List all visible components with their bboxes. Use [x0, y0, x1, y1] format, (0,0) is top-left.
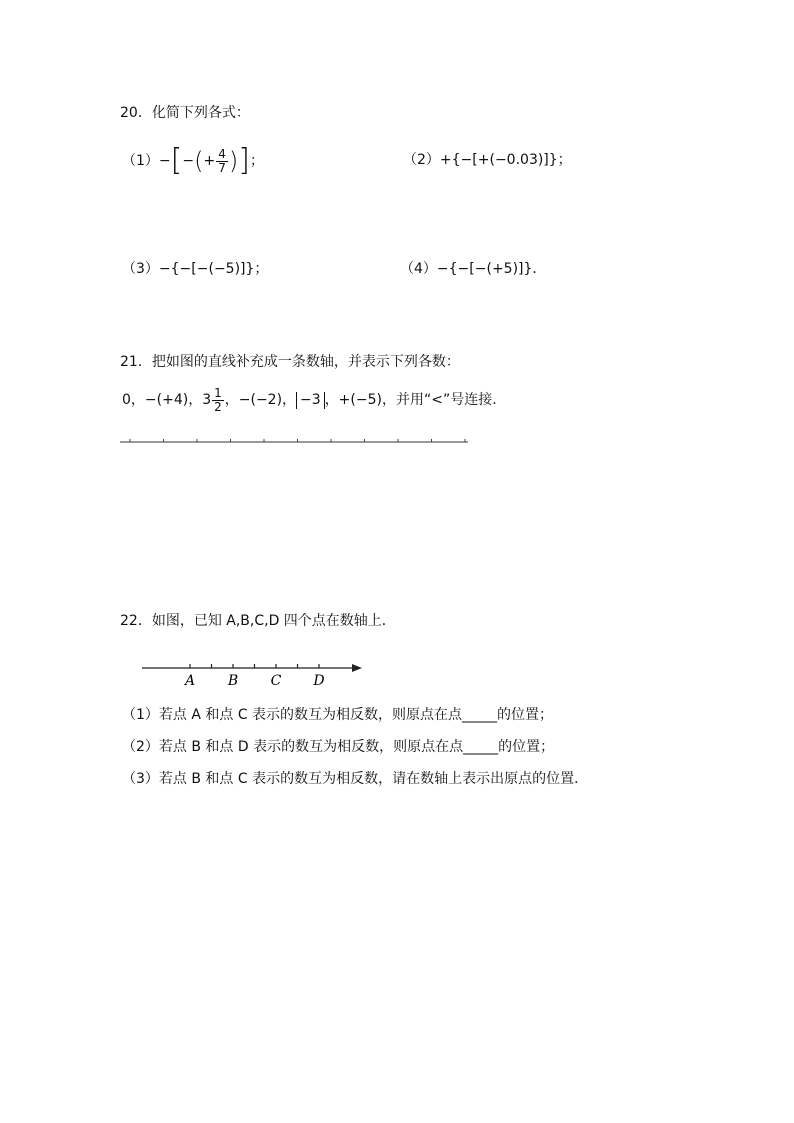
- q22-point-label: C: [270, 673, 282, 689]
- q20-part3-expr: −{−[−(−5)]}；: [158, 261, 269, 277]
- q21-title: 21．把如图的直线补充成一条数轴，并表示下列各数：: [120, 354, 460, 370]
- q21-nums-c: ，+(−5)，并用“<”号连接．: [324, 392, 507, 408]
- q20-part4: [400, 260, 546, 278]
- q20-part4-expr: −{−[−(+5)]}．: [436, 261, 547, 277]
- q22-sub2: （2）若点 B 和点 D 表示的数互为相反数，则原点在点_____的位置；: [122, 739, 555, 755]
- q20-part1-plus: +: [203, 153, 216, 169]
- q20-part4-label: （4）: [400, 261, 437, 277]
- q22-title: 22．如图，已知 A,B,C,D 四个点在数轴上．: [120, 613, 396, 629]
- q20-part1-inner-minus: −: [182, 153, 195, 169]
- q22-point-label: D: [313, 673, 325, 689]
- fraction-numerator: 4: [218, 146, 226, 161]
- left-square-bracket: [: [170, 143, 183, 178]
- q21-blank-line: [118, 434, 472, 448]
- q21-number-list: [122, 385, 506, 415]
- fraction-four-sevenths: [216, 148, 228, 175]
- right-paren: ): [228, 147, 239, 175]
- fraction-numerator: 1: [214, 385, 222, 400]
- q21-nums-a: 0，−(+4)，3: [122, 392, 212, 408]
- absolute-value: −3: [296, 392, 325, 409]
- q20-part1-label: （1）: [122, 153, 159, 169]
- left-paren: (: [194, 147, 204, 175]
- q20-part3-label: （3）: [122, 261, 159, 277]
- q21-nums-b: ，−(−2)，: [224, 392, 297, 408]
- q22-sub3: （3）若点 B 和点 C 表示的数互为相反数，请在数轴上表示出原点的位置．: [122, 771, 589, 787]
- q22-sub1: （1）若点 A 和点 C 表示的数互为相反数，则原点在点_____的位置；: [122, 707, 554, 723]
- q22-point-label: B: [227, 673, 239, 689]
- q20-part1: [122, 143, 264, 179]
- q20-part3: [122, 260, 268, 278]
- fraction-denominator: 2: [214, 399, 222, 414]
- q22-label-group: [183, 673, 325, 689]
- q20-part1-minus: −: [158, 153, 171, 169]
- q20-part2: [403, 151, 572, 169]
- q22-point-label: A: [184, 673, 196, 689]
- q20-part2-expr: +{−[+(−0.03)]}；: [439, 152, 572, 168]
- q20-title: 20．化简下列各式：: [120, 105, 250, 121]
- fraction-one-half: [212, 387, 224, 414]
- fraction-denominator: 7: [218, 160, 226, 175]
- right-square-bracket: ]: [238, 143, 250, 178]
- q20-part1-end: ；: [249, 153, 264, 169]
- q20-part2-label: （2）: [403, 152, 440, 168]
- arrow-right-icon: [352, 664, 362, 672]
- q22-number-line: [140, 658, 370, 690]
